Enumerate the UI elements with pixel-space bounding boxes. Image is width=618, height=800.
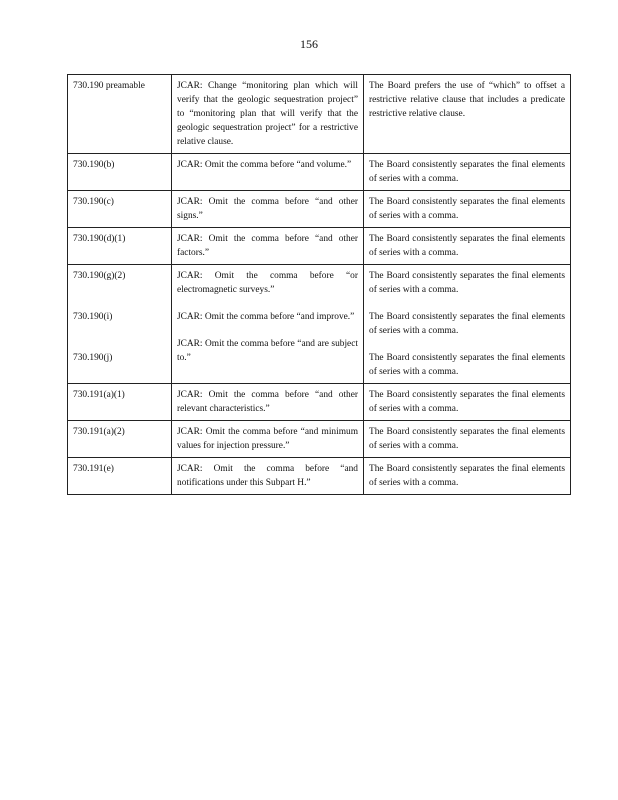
section-cell: 730.191(a)(2)	[68, 421, 172, 458]
change-cell: JCAR: Change “monitoring plan which will verify that the geologic sequestration project” to “monitoring plan that will verify that the geologic sequestration project” for a restrictive relative clause.	[172, 75, 364, 154]
section-cell: 730.190(c)	[68, 191, 172, 228]
reason-entry: The Board consistently separates the final elements of series with a comma.	[369, 271, 565, 295]
reason-cell: The Board consistently separates the final elements of series with a comma.	[364, 228, 571, 265]
reason-cell: The Board consistently separates the final elements of series with a comma.	[364, 154, 571, 191]
section-cell: 730.190(d)(1)	[68, 228, 172, 265]
change-cell: JCAR: Omit the comma before “and other factors.”	[172, 228, 364, 265]
change-cell	[172, 265, 364, 384]
table-row	[68, 228, 571, 265]
change-entry: JCAR: Omit the comma before “or electromagnetic surveys.”	[177, 271, 358, 295]
section-cell: 730.191(e)	[68, 458, 172, 495]
table-row	[68, 191, 571, 228]
change-entry: JCAR: Omit the comma before “and are subject to.”	[177, 339, 358, 363]
reason-cell: The Board consistently separates the final elements of series with a comma.	[364, 191, 571, 228]
table-row	[68, 384, 571, 421]
section-entry: 730.190(j)	[73, 353, 113, 363]
section-cell: 730.190(b)	[68, 154, 172, 191]
section-cell: 730.191(a)(1)	[68, 384, 172, 421]
change-cell: JCAR: Omit the comma before “and minimum values for injection pressure.”	[172, 421, 364, 458]
change-cell: JCAR: Omit the comma before “and notifications under this Subpart H.”	[172, 458, 364, 495]
section-cell	[68, 265, 172, 384]
section-entry: 730.190(g)(2)	[73, 271, 126, 281]
reason-cell: The Board consistently separates the final elements of series with a comma.	[364, 421, 571, 458]
change-cell: JCAR: Omit the comma before “and volume.”	[172, 154, 364, 191]
reason-cell: The Board consistently separates the final elements of series with a comma.	[364, 458, 571, 495]
table-row	[68, 421, 571, 458]
reason-entry: The Board consistently separates the final elements of series with a comma.	[369, 353, 565, 377]
section-entry: 730.190(i)	[73, 312, 113, 322]
reason-entry: The Board consistently separates the final elements of series with a comma.	[369, 312, 565, 336]
table-row	[68, 154, 571, 191]
table-row	[68, 458, 571, 495]
change-cell: JCAR: Omit the comma before “and other relevant characteristics.”	[172, 384, 364, 421]
reason-cell: The Board consistently separates the final elements of series with a comma.	[364, 384, 571, 421]
reason-cell	[364, 265, 571, 384]
change-entry: JCAR: Omit the comma before “and improve.”	[177, 312, 355, 322]
table-row	[68, 75, 571, 154]
reason-cell: The Board prefers the use of “which” to offset a restrictive relative clause that includes a predicate restrictive relative clause.	[364, 75, 571, 154]
table-row-group	[68, 265, 571, 384]
jcar-changes-table	[67, 74, 571, 495]
change-cell: JCAR: Omit the comma before “and other signs.”	[172, 191, 364, 228]
section-cell: 730.190 preamable	[68, 75, 172, 154]
page-number: 156	[300, 37, 318, 51]
